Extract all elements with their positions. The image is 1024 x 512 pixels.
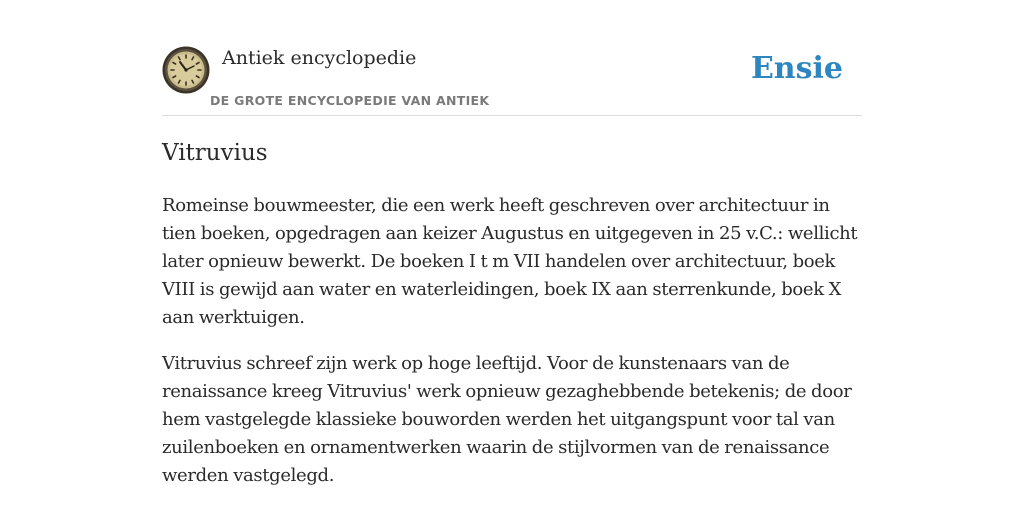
- ensie-brand-link[interactable]: Ensie: [750, 51, 843, 86]
- site-tagline: DE GROTE ENCYCLOPEDIE VAN ANTIEK: [210, 93, 490, 108]
- article-paragraph-2: Vitruvius schreef zijn werk op hoge leeftijd. Voor de kunstenaars van de renaissance kreeg Vitruvius' werk opnieuw gezaghebbende betekenis; de door hem vastgelegde klassieke bouworden werden het uitgangspunt voor tal van zuilenboeken en ornamentwerken waarin de stijlvormen van de renaissance werden vastgelegd.: [162, 353, 852, 486]
- site-name-link[interactable]: Antiek encyclopedie: [222, 47, 417, 69]
- clock-icon[interactable]: [162, 46, 210, 94]
- header-divider: [162, 115, 862, 116]
- site-header: [162, 46, 862, 116]
- article-body: [162, 192, 862, 508]
- article-paragraph-1: Romeinse bouwmeester, die een werk heeft geschreven over architectuur in tien boeken, opgedragen aan keizer Augustus en uitgegeven in 25 v.C.: wellicht later opnieuw bewerkt. De boeken I t m VII handelen over architectuur, boek VIII is gewijd aan water en waterleidingen, boek IX aan sterrenkunde, boek X aan werktuigen.: [162, 195, 858, 328]
- article-title: Vitruvius: [162, 140, 268, 166]
